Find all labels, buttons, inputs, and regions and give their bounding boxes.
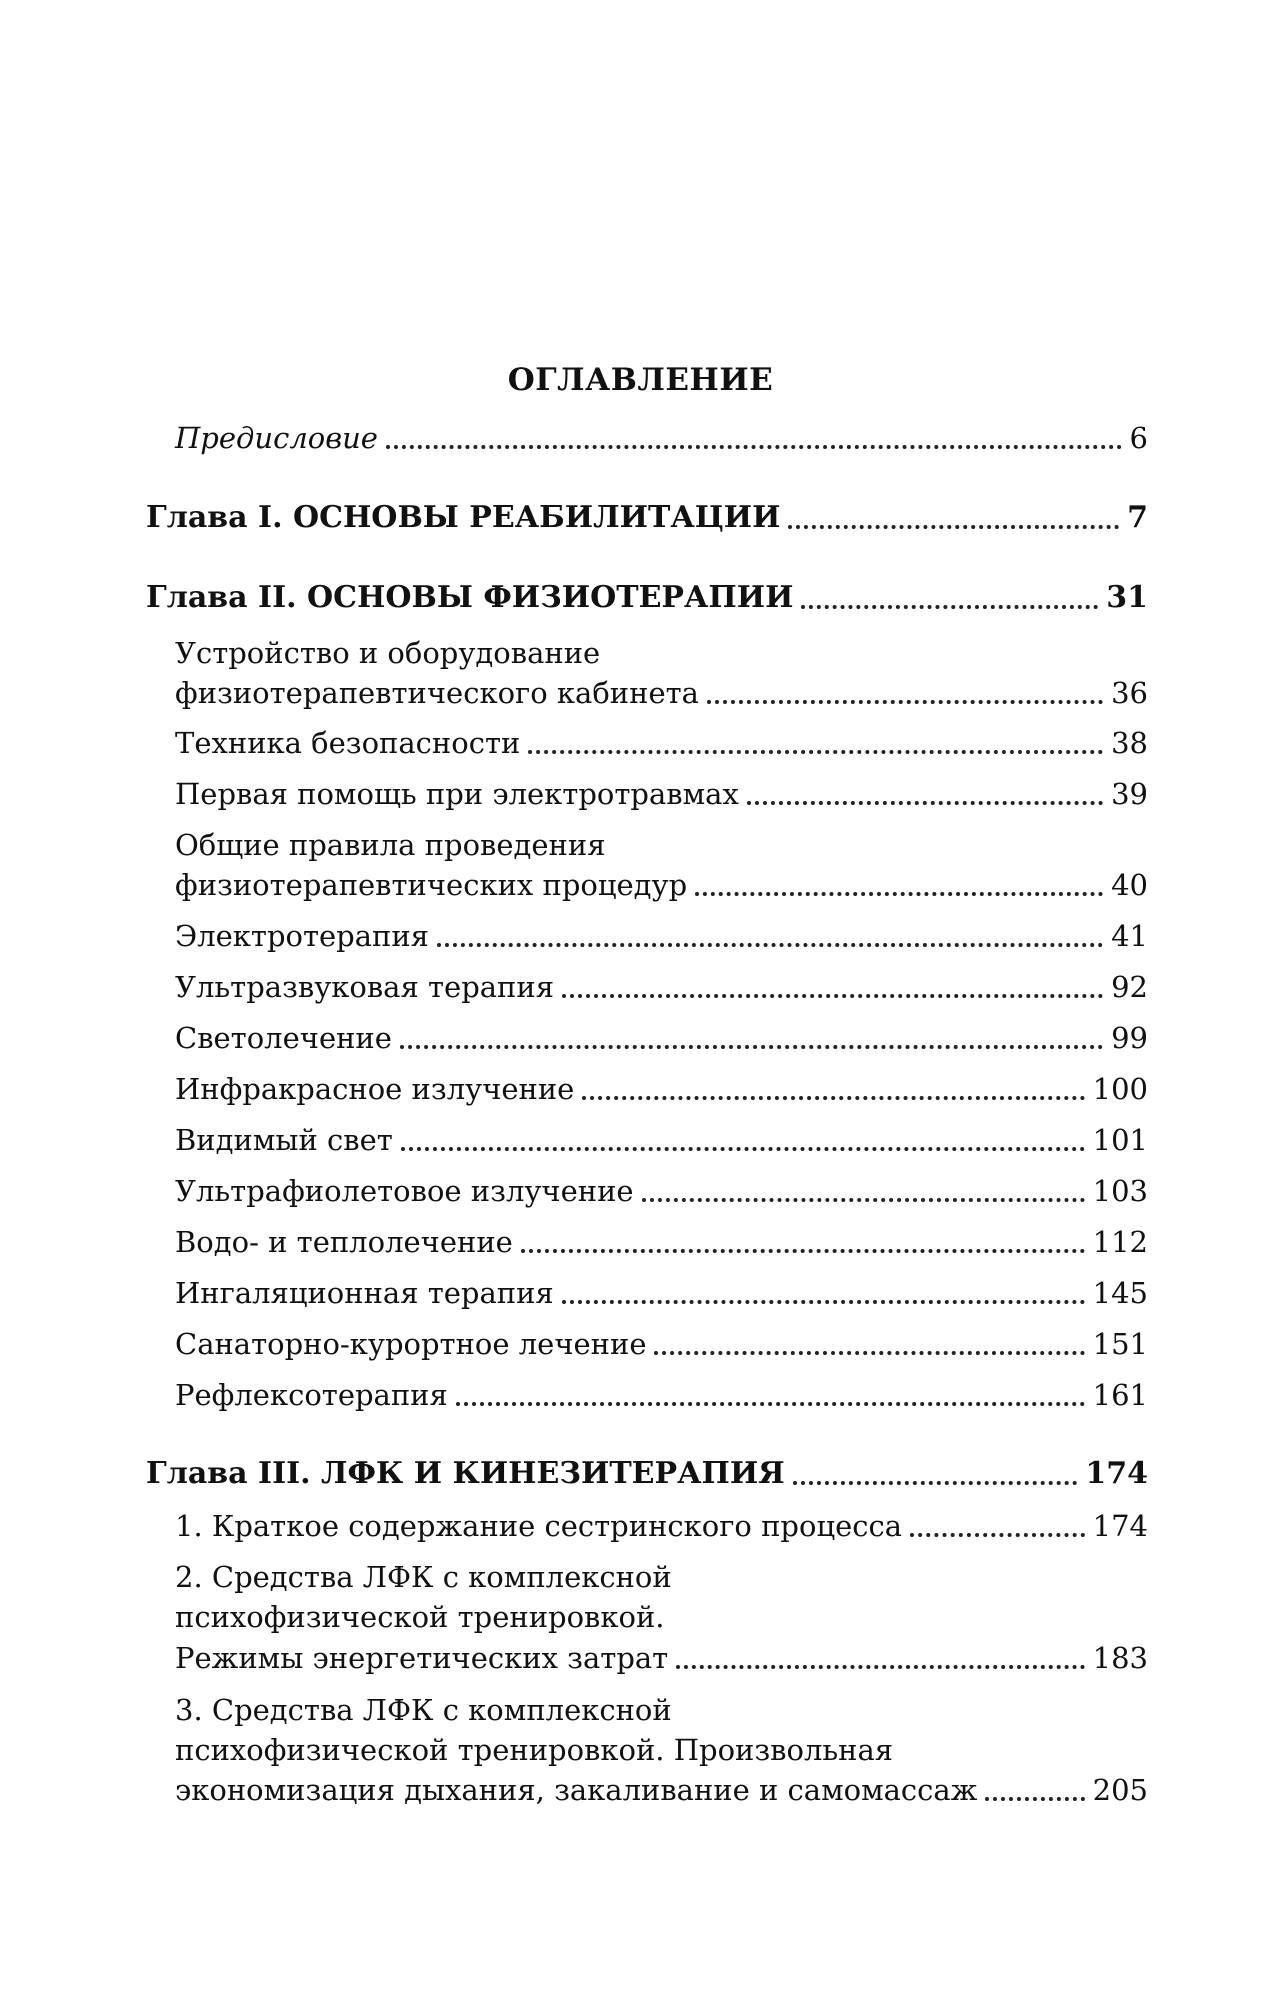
toc-entry-page: 100 <box>1092 1072 1148 1106</box>
toc-entry-line: психофизической тренировкой. Произвольная <box>175 1733 894 1767</box>
toc-entry[interactable] <box>175 1273 1148 1313</box>
dot-leader <box>747 799 1103 805</box>
dot-leader <box>707 698 1103 704</box>
toc-entry-label: физиотерапевтического кабинета <box>175 676 699 710</box>
toc-chapter-label: Глава III. ЛФК И КИНЕЗИТЕРАПИЯ <box>146 1456 785 1491</box>
dot-leader <box>562 992 1103 998</box>
toc-entry[interactable] <box>175 1324 1148 1364</box>
toc-entry-line: Устройство и оборудование <box>175 636 601 670</box>
toc-entry-page: 99 <box>1111 1021 1148 1055</box>
toc-entry-line: 2. Средства ЛФК с комплексной <box>175 1560 672 1594</box>
dot-leader <box>910 1531 1085 1537</box>
toc-entry-page: 40 <box>1111 868 1148 902</box>
toc-chapter-label: Глава I. ОСНОВЫ РЕАБИЛИТАЦИИ <box>146 500 781 535</box>
toc-entry-preface[interactable] <box>175 418 1148 458</box>
dot-leader <box>654 1349 1084 1355</box>
dot-leader <box>562 1298 1085 1304</box>
dot-leader <box>985 1795 1084 1801</box>
dot-leader <box>437 941 1103 947</box>
dot-leader <box>788 523 1119 529</box>
toc-entry-label: Ультразвуковая терапия <box>175 970 554 1004</box>
toc-entry-label: Электротерапия <box>175 919 429 953</box>
dot-leader <box>582 1094 1084 1100</box>
toc-entry-label: Предисловие <box>175 421 378 455</box>
toc-entry-label: Ингаляционная терапия <box>175 1276 554 1310</box>
dot-leader <box>400 1043 1103 1049</box>
toc-entry-page: 101 <box>1092 1123 1148 1157</box>
toc-entry-page: 151 <box>1092 1327 1148 1361</box>
toc-entry-label: 1. Краткое содержание сестринского процесса <box>175 1509 903 1543</box>
toc-entry-page: 92 <box>1111 970 1148 1004</box>
toc-entry[interactable] <box>175 1375 1148 1415</box>
page-title: ОГЛАВЛЕНИЕ <box>507 362 774 398</box>
toc-chapter-3[interactable] <box>146 1454 1148 1494</box>
toc-entry-page: 41 <box>1111 919 1148 953</box>
toc-entry-label: Водо- и теплолечение <box>175 1225 513 1259</box>
dot-leader <box>642 1196 1085 1202</box>
toc-entry-page: 174 <box>1092 1509 1148 1543</box>
toc-entry[interactable] <box>175 1222 1148 1262</box>
toc-chapter-1[interactable] <box>146 498 1148 538</box>
toc-chapter-page: 7 <box>1127 500 1148 535</box>
toc-entry-label: Светолечение <box>175 1021 392 1055</box>
toc-entry[interactable] <box>175 1120 1148 1160</box>
toc-entry[interactable] <box>175 1018 1148 1058</box>
toc-entry-label: Первая помощь при электротравмах <box>175 777 739 811</box>
toc-entry-page: 103 <box>1092 1174 1148 1208</box>
dot-leader <box>386 443 1122 449</box>
toc-entry[interactable] <box>175 1171 1148 1211</box>
toc-entry[interactable] <box>175 1770 1148 1810</box>
toc-entry-page: 112 <box>1092 1225 1148 1259</box>
toc-chapter-label: Глава II. ОСНОВЫ ФИЗИОТЕРАПИИ <box>146 580 794 615</box>
toc-entry[interactable] <box>175 673 1148 713</box>
toc-entry-page: 145 <box>1092 1276 1148 1310</box>
toc-entry-page: 6 <box>1129 421 1148 455</box>
toc-entry-page: 36 <box>1111 676 1148 710</box>
toc-entry-line: психофизической тренировкой. <box>175 1600 665 1634</box>
toc-entry-page: 39 <box>1111 777 1148 811</box>
dot-leader <box>528 748 1103 754</box>
toc-entry-line: Общие правила проведения <box>175 828 606 862</box>
dot-leader <box>695 890 1103 896</box>
toc-chapter-page: 174 <box>1085 1456 1148 1491</box>
toc-entry[interactable] <box>175 1638 1148 1678</box>
dot-leader <box>521 1247 1085 1253</box>
toc-entry-label: физиотерапевтических процедур <box>175 868 688 902</box>
toc-entry-page: 161 <box>1092 1378 1148 1412</box>
toc-entry[interactable] <box>175 774 1148 814</box>
toc-entry-line: 3. Средства ЛФК с комплексной <box>175 1693 672 1727</box>
toc-entry[interactable] <box>175 723 1148 763</box>
toc-entry[interactable] <box>175 1506 1148 1546</box>
toc-entry-label: Техника безопасности <box>175 726 521 760</box>
toc-entry-label: Режимы энергетических затрат <box>175 1641 669 1675</box>
toc-entry-label: Инфракрасное излучение <box>175 1072 575 1106</box>
toc-entry[interactable] <box>175 967 1148 1007</box>
toc-entry[interactable] <box>175 916 1148 956</box>
toc-entry-page: 183 <box>1092 1641 1148 1675</box>
toc-entry-page: 38 <box>1111 726 1148 760</box>
toc-chapter-page: 31 <box>1106 580 1148 615</box>
dot-leader <box>676 1663 1084 1669</box>
dot-leader <box>456 1400 1085 1406</box>
toc-entry[interactable] <box>175 865 1148 905</box>
dot-leader <box>401 1145 1085 1151</box>
dot-leader <box>793 1479 1078 1485</box>
toc-entry-label: Рефлексотерапия <box>175 1378 448 1412</box>
toc-entry-label: Ультрафиолетовое излучение <box>175 1174 634 1208</box>
toc-entry-label: Видимый свет <box>175 1123 393 1157</box>
toc-entry-page: 205 <box>1092 1773 1148 1807</box>
toc-entry-label: Санаторно-курортное лечение <box>175 1327 647 1361</box>
dot-leader <box>801 603 1098 609</box>
toc-entry[interactable] <box>175 1069 1148 1109</box>
toc-entry-label: экономизация дыхания, закаливание и самомассаж <box>175 1773 978 1807</box>
toc-chapter-2[interactable] <box>146 578 1148 618</box>
